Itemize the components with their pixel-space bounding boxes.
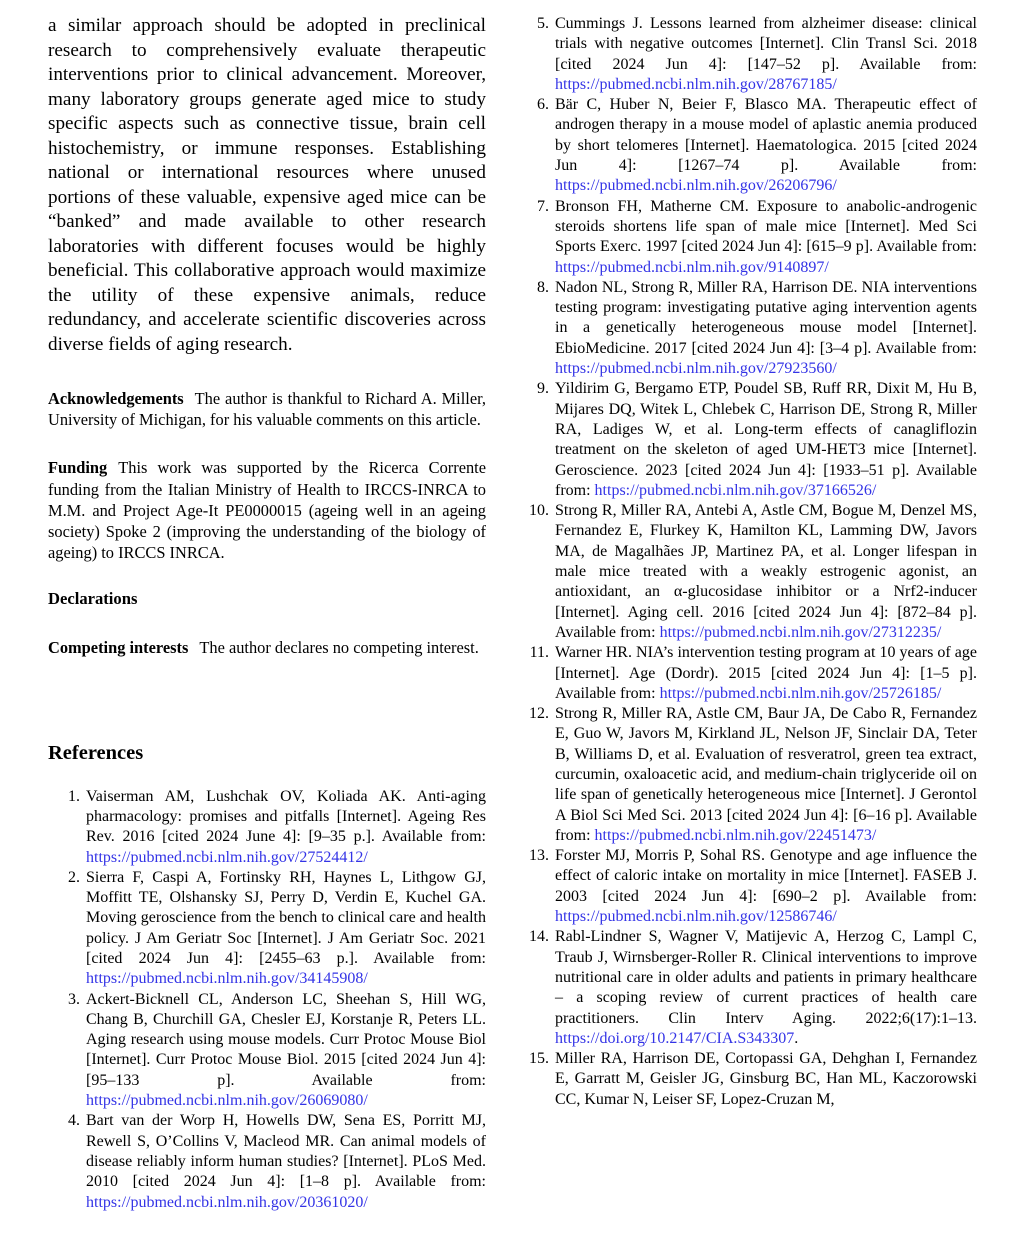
reference-link[interactable]: https://pubmed.ncbi.nlm.nih.gov/27524412/	[86, 848, 368, 866]
reference-text: Warner HR. NIA’s intervention testing program at 10 years of age [Internet]. Age (Dordr). 2015 [cited 2024 Jun 4]: [1–5 p]. Available from: https://pubmed.ncbi.nlm.nih.gov/25726185/	[555, 644, 977, 702]
acknowledgements-label: Acknowledgements	[48, 389, 184, 408]
reference-item	[523, 927, 977, 1049]
reference-item	[523, 1049, 977, 1110]
reference-text: Forster MJ, Morris P, Sohal RS. Genotype and age influence the effect of caloric intake on mortality in mice [Internet]. FASEB J. 2003 [cited 2024 Jun 4]: [690–2 p]. Available from: https://pubmed.ncbi.nlm.nih.gov/12586746/	[555, 847, 977, 926]
reference-number: 12.	[529, 705, 549, 723]
reference-text: Yildirim G, Bergamo ETP, Poudel SB, Ruff RR, Dixit M, Hu B, Mijares DQ, Witek L, Chlebek C, Harrison DE, Strong R, Miller RA, Ladiges W, et al. Long-term effects of canagliflozin treatment on the skeleton of aged UM-HET3 mice [Internet]. Geroscience. 2023 [cited 2024 Jun 4]: [1933–51 p]. Available from: https://pubmed.ncbi.nlm.nih.gov/37166526/	[555, 380, 977, 499]
reference-item	[523, 379, 977, 501]
declarations-heading: Declarations	[48, 589, 138, 609]
reference-number: 15.	[529, 1050, 549, 1068]
references-heading: References	[48, 741, 144, 764]
acknowledgements-text: The author is thankful to Richard A. Miller, University of Michigan, for his valuable comments on this article.	[48, 389, 486, 430]
reference-link[interactable]: https://doi.org/10.2147/CIA.S343307	[555, 1029, 795, 1047]
reference-text: Strong R, Miller RA, Antebi A, Astle CM, Bogue M, Denzel MS, Fernandez E, Flurkey K, Hamilton KL, Lamming DW, Javors MA, de Magalhães JP, Martinez PA, et al. Longer lifespan in male mice treated with a weakly estrogenic agonist, an antioxidant, an α-glucosidase inhibitor or a Nrf2-inducer [Internet]. Aging cell. 2016 [cited 2024 Jun 4]: [872–84 p]. Available from: https://pubmed.ncbi.nlm.nih.gov/27312235/	[555, 502, 977, 641]
reference-number: 1.	[68, 787, 80, 805]
reference-link[interactable]: https://pubmed.ncbi.nlm.nih.gov/28767185/	[555, 75, 837, 93]
reference-item	[523, 197, 977, 278]
reference-text: Vaiserman AM, Lushchak OV, Koliada AK. Anti-aging pharmacology: promises and pitfalls [Internet]. Ageing Res Rev. 2016 [cited 2024 June 4]: [9–35 p.]. Available from: https://pubmed.ncbi.nlm.nih.gov/27524412/	[86, 787, 486, 866]
reference-link[interactable]: https://pubmed.ncbi.nlm.nih.gov/26069080/	[86, 1092, 368, 1110]
reference-item	[54, 868, 486, 990]
body-paragraph: a similar approach should be adopted in preclinical research to comprehensively evaluate therapeutic interventions prior to clinical advancement. Moreover, many laboratory groups generate aged mice to study specific aspects such as connective tissue, brain cell histochemistry, or immune responses. Establishing national or international resources where unused portions of these valuable, expensive aged mice can be “banked” and made available to other research laboratories with different focuses would be highly beneficial. This collaborative approach would maximize the utility of these expensive animals, reduce redundancy, and accelerate scientific discoveries across diverse fields of aging research.	[48, 15, 486, 355]
reference-item	[523, 501, 977, 643]
reference-item	[54, 1111, 486, 1212]
acknowledgements-section	[48, 388, 486, 430]
reference-text: Bär C, Huber N, Beier F, Blasco MA. Therapeutic effect of androgen therapy in a mouse model of aplastic anemia produced by short telomeres [Internet]. Haematologica. 2015 [cited 2024 Jun 4]: [1267–74 p]. Available from: https://pubmed.ncbi.nlm.nih.gov/26206796/	[555, 96, 977, 195]
reference-item	[54, 787, 486, 868]
reference-number: 13.	[529, 847, 549, 865]
reference-text: Ackert-Bicknell CL, Anderson LC, Sheehan S, Hill WG, Chang B, Churchill GA, Chesler EJ, Korstanje R, Peters LL. Aging research using mouse models. Curr Protoc Mouse Biol [Internet]. Curr Protoc Mouse Biol. 2015 [cited 2024 Jun 4]: [95–133 p]. Available from: https://pubmed.ncbi.nlm.nih.gov/26069080/	[86, 990, 486, 1110]
reference-number: 2.	[68, 868, 80, 886]
reference-item	[523, 95, 977, 196]
funding-section	[48, 457, 486, 563]
reference-number: 11.	[529, 644, 549, 662]
reference-item	[523, 643, 977, 704]
reference-item	[523, 704, 977, 846]
reference-number: 5.	[537, 15, 549, 32]
reference-number: 9.	[537, 380, 549, 398]
reference-text: Rabl-Lindner S, Wagner V, Matijevic A, Herzog C, Lampl C, Traub J, Wirnsberger-Roller R. Clinical interventions to improve nutritional care in older adults and patients in primary healthcare – a scoping review of current practices of health care practitioners. Clin Interv Aging. 2022;6(17):1–13. https://doi.org/10.2147/CIA.S343307.	[555, 928, 977, 1047]
reference-item	[54, 990, 486, 1112]
references-list-right	[523, 14, 977, 1110]
funding-label: Funding	[48, 458, 108, 478]
reference-number: 4.	[68, 1112, 80, 1130]
reference-text: Bart van der Worp H, Howells DW, Sena ES, Porritt MJ, Rewell S, O’Collins V, Macleod MR. Can animal models of disease reliably inform human studies? [Internet]. PLoS Med. 2010 [cited 2024 Jun 4]: [1–8 p]. Available from: https://pubmed.ncbi.nlm.nih.gov/20361020/	[86, 1112, 486, 1211]
reference-item	[523, 278, 977, 379]
funding-text: This work was supported by the Ricerca Corrente funding from the Italian Ministry of Health to IRCCS-INRCA to M.M. and Project Age-It PE0000015 (ageing well in an ageing society) Spoke 2 (improving the understanding of the biology of ageing) to IRCCS INRCA.	[48, 458, 486, 563]
reference-number: 6.	[537, 96, 549, 114]
reference-number: 10.	[529, 502, 549, 520]
competing-interests-text: The author declares no competing interest.	[199, 638, 479, 658]
reference-link[interactable]: https://pubmed.ncbi.nlm.nih.gov/9140897/	[555, 258, 829, 276]
reference-link[interactable]: https://pubmed.ncbi.nlm.nih.gov/34145908/	[86, 970, 368, 988]
reference-text: Cummings J. Lessons learned from alzheimer disease: clinical trials with negative outcomes [Internet]. Clin Transl Sci. 2018 [cited 2024 Jun 4]: [147–52 p]. Available from: https://pubmed.ncbi.nlm.nih.gov/28767185/	[555, 15, 977, 93]
reference-text: Miller RA, Harrison DE, Cortopassi GA, Dehghan I, Fernandez E, Garratt M, Geisler JG, Ginsburg BC, Han ML, Kaczorowski CC, Kumar N, Leiser SF, Lopez-Cruzan M,	[555, 1050, 977, 1108]
reference-number: 7.	[537, 197, 549, 215]
left-column	[48, 14, 486, 1213]
competing-interests-section	[48, 637, 486, 658]
reference-number: 8.	[537, 278, 549, 296]
reference-link[interactable]: https://pubmed.ncbi.nlm.nih.gov/27312235/	[659, 623, 942, 641]
reference-link[interactable]: https://pubmed.ncbi.nlm.nih.gov/22451473/	[594, 826, 877, 844]
right-column	[523, 14, 977, 1213]
reference-text: Bronson FH, Matherne CM. Exposure to anabolic-androgenic steroids shortens life span of male mice [Internet]. Med Sci Sports Exerc. 1997 [cited 2024 Jun 4]: [615–9 p]. Available from: https://pubmed.ncbi.nlm.nih.gov/9140897/	[555, 197, 977, 276]
reference-link[interactable]: https://pubmed.ncbi.nlm.nih.gov/12586746/	[555, 908, 837, 926]
reference-item	[523, 14, 977, 95]
reference-link[interactable]: https://pubmed.ncbi.nlm.nih.gov/26206796/	[555, 177, 837, 195]
references-list-left	[48, 787, 486, 1213]
competing-interests-label: Competing interests	[48, 638, 189, 658]
reference-number: 14.	[529, 928, 549, 946]
reference-text: Nadon NL, Strong R, Miller RA, Harrison DE. NIA interventions testing program: investigating putative aging intervention agents in a genetically heterogeneous mouse model [Internet]. EbioMedicine. 2017 [cited 2024 Jun 4]: [3–4 p]. Available from: https://pubmed.ncbi.nlm.nih.gov/27923560/	[555, 278, 977, 378]
reference-link[interactable]: https://pubmed.ncbi.nlm.nih.gov/25726185/	[659, 684, 942, 702]
reference-link[interactable]: https://pubmed.ncbi.nlm.nih.gov/27923560/	[555, 360, 837, 378]
reference-item	[523, 846, 977, 927]
reference-link[interactable]: https://pubmed.ncbi.nlm.nih.gov/20361020/	[86, 1193, 368, 1211]
reference-number: 3.	[68, 990, 80, 1008]
reference-link[interactable]: https://pubmed.ncbi.nlm.nih.gov/37166526/	[594, 481, 877, 499]
reference-text: Sierra F, Caspi A, Fortinsky RH, Haynes L, Lithgow GJ, Moffitt TE, Olshansky SJ, Perry D, Verdin E, Kuchel GA. Moving geroscience from the bench to clinical care and health policy. J Am Geriatr Soc [Internet]. J Am Geriatr Soc. 2021 [cited 2024 Jun 4]: [2455–63 p.]. Available from: https://pubmed.ncbi.nlm.nih.gov/34145908/	[86, 868, 486, 988]
reference-text: Strong R, Miller RA, Astle CM, Baur JA, De Cabo R, Fernandez E, Guo W, Javors M, Kirkland JL, Nelson JF, Sinclair DA, Teter B, Williams D, et al. Evaluation of resveratrol, green tea extract, curcumin, oxaloacetic acid, and medium-chain triglyceride oil on life span of genetically heterogeneous mice [Internet]. J Gerontol A Biol Sci Med Sci. 2013 [cited 2024 Jun 4]: [6–16 p]. Available from: https://pubmed.ncbi.nlm.nih.gov/22451473/	[555, 705, 977, 844]
